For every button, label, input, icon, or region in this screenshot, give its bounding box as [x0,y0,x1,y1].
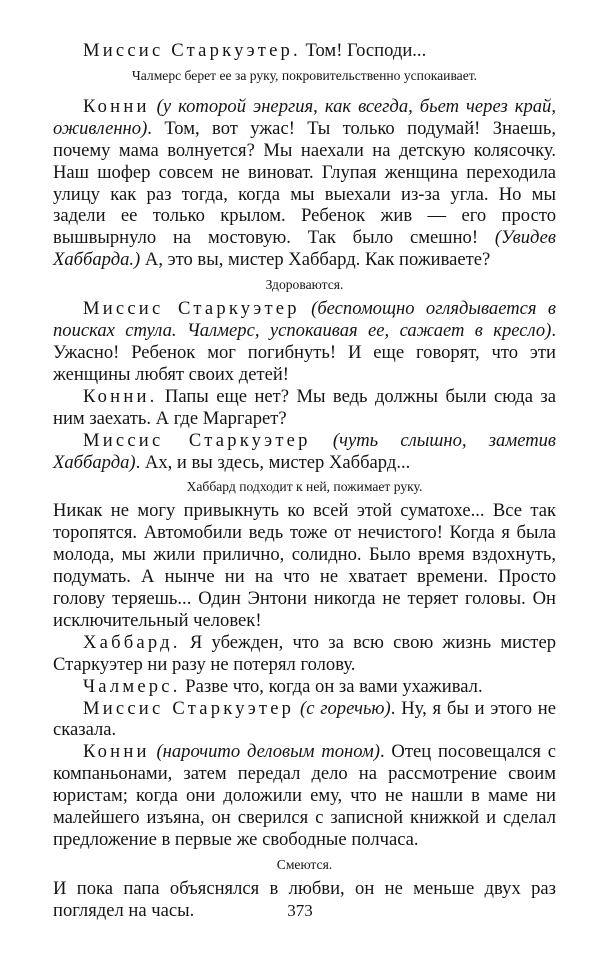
stage-direction: Хаббард подходит к ней, пожимает руку. [186,479,423,495]
speech-continuation: Никак не могу привыкнуть ко всей этой суматохе... Все так торопятся. Автомобили ведь тоже от нечистого! Когда я была молода, мы жили прилично, солидно. Было время вздохнуть, подумать. А нынче ни на что не хватает времени. Просто голову теряешь... Один Энтони никогда не теряет головы. Он исключительный человек! [53,500,556,631]
stage-direction-inline: (беспомощно оглядывается в поисках стула. Чалмерс, успокаивая ее, сажает в кресло) [53,298,556,342]
speech-mrs-starkwater-1 [53,40,556,62]
book-page [53,40,556,922]
stage-direction-inline: (чуть слышно, заметив Хаббарда) [53,429,556,473]
speech-text: . Том, вот ужас! Ты только подумай! Знаешь, почему мама волнуется? Мы наехали на детскую колясочку. Наш шофер совсем не виноват. Глупая женщина переходила улицу как раз тогда, когда мы выехали из-за угла. Но мы задели ее только крылом. Ребенок жив — его просто вышвырнуло на мостовую. Так было смешно! [53,117,556,249]
speaker-name: Миссис Старкуэтер [83,298,300,320]
stage-direction: Смеются. [276,856,333,872]
speaker-name: Конни. [83,385,158,407]
speech-mrs-starkwater-2 [53,298,556,386]
speech-text: Я убежден, что за всю свою жизнь мистер Старкуэтер ни разу не потерял голову. [53,631,556,675]
speaker-name: Миссис Старкуэтер [83,429,311,451]
speech-connie-1 [53,96,556,271]
speech-text: Том! Господи... [300,40,427,61]
stage-direction: Здороваются. [265,277,344,293]
speech-hubbard [53,632,556,676]
stage-direction-inline: (с горечью) [300,697,391,719]
speech-text: . Отец посовещался с компаньонами, затем передал дело на рассмотрение своим юристам; когда они доложили ему, что не нашли в маме ни малейшего изъяна, он сверился с записной книжкой и сделал предложение в первые же свободные полчаса. [53,741,556,850]
stage-direction-inline: (у которой энергия, как всегда, бьет через край, оживленно) [53,95,556,139]
speech-text: Папы еще нет? Мы ведь должны были сюда за ним заехать. А где Маргарет? [53,385,556,429]
speech-text: . Ну, я бы и этого не сказала. [53,697,557,741]
speech-continuation: И пока папа объяснялся в любви, он не меньше двух раз поглядел на часы. [53,877,556,921]
speech-text: А, это вы, мистер Хаббард. Как поживаете? [140,249,491,271]
speech-mrs-starkwater-3 [53,430,556,474]
stage-direction: Чалмерс берет ее за руку, покровительственно успокаивает. [131,67,478,83]
speaker-name: Хаббард. [83,631,181,653]
speech-text: . Ах, и вы здесь, мистер Хаббард... [135,451,411,473]
speech-text: Разве что, когда он за вами ухаживал. [180,675,483,697]
speech-text: . Ужасно! Ребенок мог погибнуть! И еще говорят, что эти женщины любят своих детей! [53,320,556,385]
speech-connie-3 [53,741,556,851]
stage-direction-inline: (нарочито деловым тоном) [156,741,380,763]
speaker-name: Конни [83,741,150,763]
speaker-name: Миссис Старкуэтер [83,697,295,719]
speaker-name: Конни [83,95,150,117]
page-number: 373 [287,901,313,920]
speaker-name: Чалмерс. [83,675,181,697]
stage-direction-inline: (Увидев Хаббарда.) [53,227,556,271]
speaker-name: Миссис Старкуэтер. [83,40,301,61]
speech-connie-2 [53,386,556,430]
speech-chalmers [53,676,556,698]
speech-mrs-starkwater-4 [53,698,556,742]
